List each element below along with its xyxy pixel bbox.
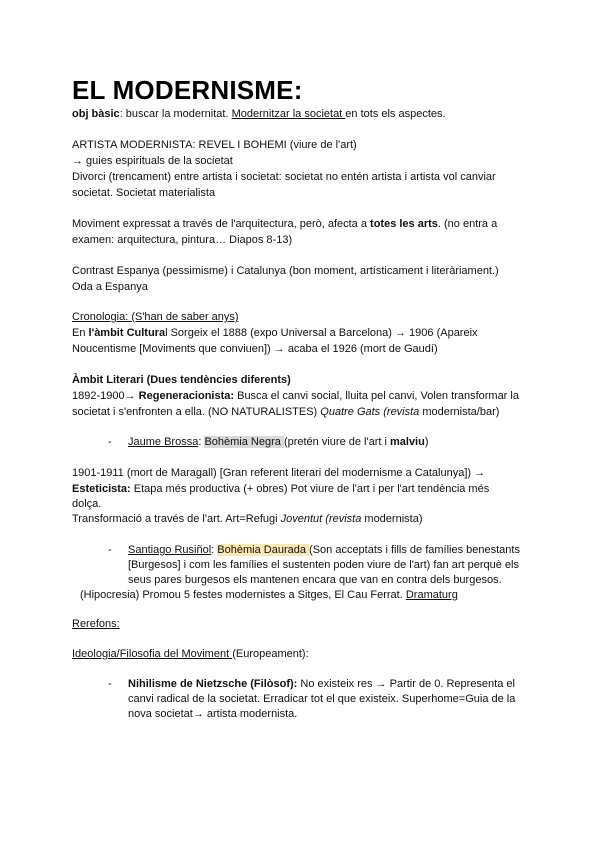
obj-underlined: Modernitzar la societat — [231, 108, 346, 120]
cronologia-heading: Cronologia: (S'han de saber anys) — [72, 311, 239, 323]
ideologia-heading — [72, 647, 309, 661]
esteticista-text-end: modernista) — [364, 513, 423, 525]
regen-bold: Regeneracionista: — [138, 390, 235, 402]
brossa-line — [128, 435, 429, 449]
moviment-line-1 — [72, 217, 497, 231]
rusinol-line-2: [Burgesos] i com les famílies el sustenten poden viure de l'art) fan art perquè els — [128, 559, 519, 571]
regen-text-end: modernista/bar) — [422, 406, 500, 418]
contrast-line-2: Oda a Espanya — [72, 281, 148, 293]
regen-text: Busca el canvi social, lluita pel canvi, Volen transformar la — [234, 390, 519, 402]
moviment-text-end: . (no entra a — [437, 218, 498, 230]
cronologia-bold: l'àmbit Cultura — [88, 327, 166, 339]
obj-text-end: en tots els aspectes. — [345, 108, 446, 120]
obj-basic-label: obj bàsic — [72, 108, 120, 120]
nihilisme-bold: Nihilisme de Nietzsche (Filòsof): — [128, 678, 298, 690]
esteticista-line-3: dolça. — [72, 498, 102, 510]
bullet-dash: - — [108, 544, 112, 556]
esteticista-italic: Joventut (revista — [280, 513, 365, 525]
obj-basic-line — [72, 107, 446, 121]
regeneracionista-line-2 — [72, 405, 499, 419]
nihilisme-line-2: canvi radical de la societat. Erradicar tot el que existeix. Superhome=Guia de la — [128, 693, 516, 705]
rerefons-heading: Rerefons: — [72, 618, 120, 630]
artista-line-4: societat. Societat materialista — [72, 187, 216, 199]
rusinol-line-1 — [128, 543, 520, 557]
esteticista-text-4: Transformació a través de l'art. Art=Refugi — [72, 513, 281, 525]
regeneracionista-line-1 — [72, 389, 519, 403]
cronologia-line-2: Noucentisme [Moviments que conviuen]) → acaba el 1926 (mort de Gaudí) — [72, 343, 438, 355]
moviment-text: Moviment expressat a través de l'arquitectura, però, afecta a — [72, 218, 371, 230]
artista-line-2: → guies espirituals de la societat — [72, 155, 233, 167]
brossa-end: ) — [424, 436, 429, 448]
moviment-bold: totes les arts — [370, 218, 438, 230]
ideologia-underlined: Ideologia/Filosofia del Moviment — [72, 648, 233, 660]
obj-text: : buscar la modernitat. — [119, 108, 232, 120]
cronologia-text: En — [72, 327, 89, 339]
rusinol-text: (Son acceptats i fills de famílies benestants — [309, 544, 520, 556]
brossa-colon: : — [198, 436, 205, 448]
esteticista-line-1: 1901-1911 (mort de Maragall) [Gran referent literari del modernisme a Catalunya]) → — [72, 467, 486, 479]
rusinol-text-4: (Hipocresia) Promou 5 festes modernistes a Sitges, El Cau Ferrat. — [80, 589, 406, 601]
ideologia-rest: (Europeament): — [232, 648, 309, 660]
esteticista-line-4 — [72, 512, 422, 526]
artista-line-1: ARTISTA MODERNISTA: REVEL I BOHEMI (viure de l'art) — [72, 139, 357, 151]
brossa-name: Jaume Brossa — [128, 436, 199, 448]
rusinol-colon: : — [211, 544, 218, 556]
contrast-line-1: Contrast Espanya (pessimisme) i Catalunya (bon moment, artísticament i literàriament.) — [72, 265, 499, 277]
nihilisme-line-1 — [128, 677, 515, 691]
dramaturg-underlined: Dramaturg — [405, 589, 458, 601]
page-title: EL MODERNISME: — [72, 75, 303, 105]
regen-text-2: societat i s'enfronten a ella. (NO NATURALISTES) — [72, 406, 321, 418]
bullet-dash: - — [108, 678, 112, 690]
bohemia-daurada-highlight: Bohèmia Daurada — [217, 544, 310, 556]
ambit-heading: Àmbit Literari (Dues tendències diferents) — [72, 374, 291, 386]
esteticista-line-2 — [72, 482, 489, 496]
rusinol-line-3: seus pares burgesos els mantenen encara que van en contra dels burgesos. — [128, 574, 502, 586]
brossa-text: (pretén viure de l'art i — [283, 436, 390, 448]
artista-line-3: Divorci (trencament) entre artista i societat: societat no entén artista i artista vol canviar — [72, 171, 496, 183]
rusinol-line-4 — [80, 588, 458, 602]
bohemia-negra-highlight: Bohèmia Negra — [204, 436, 284, 448]
cronologia-line-1 — [72, 326, 478, 340]
moviment-line-2: examen: arquitectura, pintura… Diapos 8-13) — [72, 234, 293, 246]
esteticista-bold: Esteticista: — [72, 483, 131, 495]
rusinol-name: Santiago Rusiñol — [128, 544, 212, 556]
nihilisme-text: No existeix res → Partir de 0. Representa el — [297, 678, 515, 690]
bullet-dash: - — [108, 436, 112, 448]
regen-years: 1892-1900→ — [72, 390, 139, 402]
regen-italic: Quatre Gats (revista — [320, 406, 423, 418]
cronologia-text-end: l Sorgeix el 1888 (expo Universal a Barcelona) → 1906 (Apareix — [165, 327, 478, 339]
brossa-bold: malviu — [389, 436, 425, 448]
nihilisme-line-3: nova societat→ artista modernista. — [128, 708, 298, 720]
esteticista-text: Etapa més productiva (+ obres) Pot viure de l'art i per l'art tendència més — [130, 483, 490, 495]
